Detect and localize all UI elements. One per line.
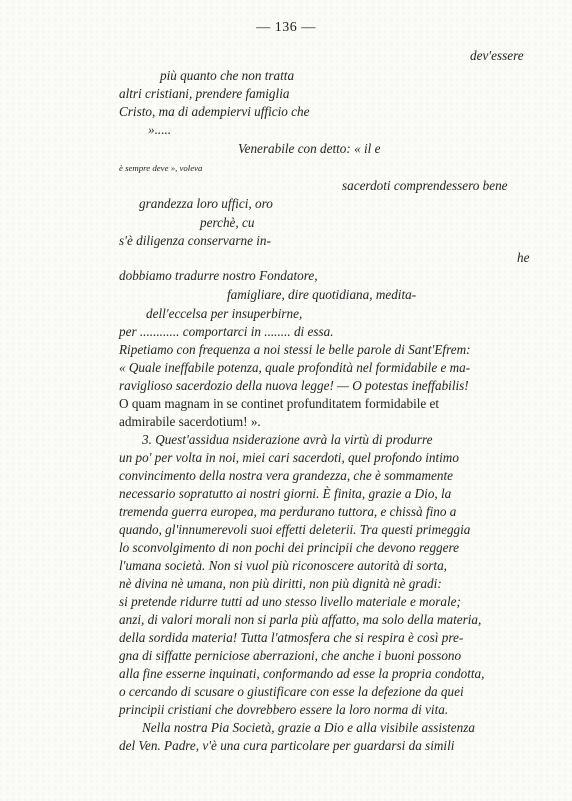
text-line: convincimento della nostra vera grandezza, che è sommamente [119,468,454,483]
text-line: 3. Quest'assidua nsiderazione avrà la virtù di produrre [142,432,433,447]
text-line: alla fine esserne inquinati, conformando ad esse la propria condotta, [119,666,485,681]
text-line: necessario sopratutto ai nostri giorni. È finita, grazie a Dio, la [119,486,452,501]
text-line: della sordida materia! Tutta l'atmosfera che si respira è così pre- [119,630,464,645]
text-line: famigliare, dire quotidiana, medita- [227,287,417,302]
page-number: — 136 — [256,20,316,35]
text-line: s'è diligenza conservarne in- [119,233,271,248]
text-line: gna di siffatte perniciose aberrazioni, che anche i buoni possono [119,648,462,663]
text-line: he [517,250,530,265]
text-line: anzi, di valori morali non si parla più affatto, ma solo della materia, [119,612,482,627]
text-line: raviglioso sacerdozio della nuova legge! — O potestas ineffabilis! [119,378,469,393]
text-line: grandezza loro uffici, oro [139,196,273,211]
text-line: Ripetiamo con frequenza a noi stessi le belle parole di Sant'Efrem: [119,342,471,357]
text-line: lo sconvolgimento di non pochi dei principii che devono reggere [119,540,459,555]
text-line: nè divina nè umana, non più diritti, non più dignità nè gradi: [119,576,442,591]
text-line: Cristo, ma di adempiervi ufficio che [119,104,310,119]
text-line: è sempre deve », voleva [119,163,203,173]
text-line: Venerabile con detto: « il e [238,141,381,156]
text-line: principii cristiani che dovrebbero essere la loro norma di vita. [119,702,449,717]
text-line: tremenda guerra europea, ma perdurano tuttora, e chissà fino a [119,504,457,519]
text-line: dell'eccelsa per insuperbirne, [146,306,303,321]
text-line: perchè, cu [200,215,255,230]
text-line: « Quale ineffabile potenza, quale profondità nel formidabile e ma- [119,360,471,375]
text-line: l'umana società. Non si vuol più riconoscere autorità di sorta, [119,558,447,573]
text-line: più quanto che non tratta [160,68,295,83]
text-line: si pretende ridurre tutti ad uno stesso livello materiale e morale; [119,594,461,609]
text-line: o cercando di scusare o giustificare con esse la defezione da quei [119,684,464,699]
text-line: quando, gl'innumerevoli suoi effetti deleterii. Tra questi primeggia [119,522,471,537]
text-line: dev'essere [470,48,524,63]
text-line: Nella nostra Pia Società, grazie a Dio e alla visibile assistenza [142,720,475,735]
text-line: O quam magnam in se continet profunditatem formidabile et [119,396,440,411]
text-line: admirabile sacerdotium! ». [119,414,261,429]
text-line: dobbiamo tradurre nostro Fondatore, [119,268,318,283]
text-line: un po' per volta in noi, miei cari sacerdoti, quel profondo intimo [119,450,459,465]
text-line: del Ven. Padre, v'è una cura particolare per guardarsi da simili [119,738,455,753]
text-line: per ............ comportarci in ........ di essa. [119,324,334,339]
text-line: altri cristiani, prendere famiglia [119,86,290,101]
text-line: »..... [148,122,172,137]
text-line: sacerdoti comprendessero bene [342,178,508,193]
